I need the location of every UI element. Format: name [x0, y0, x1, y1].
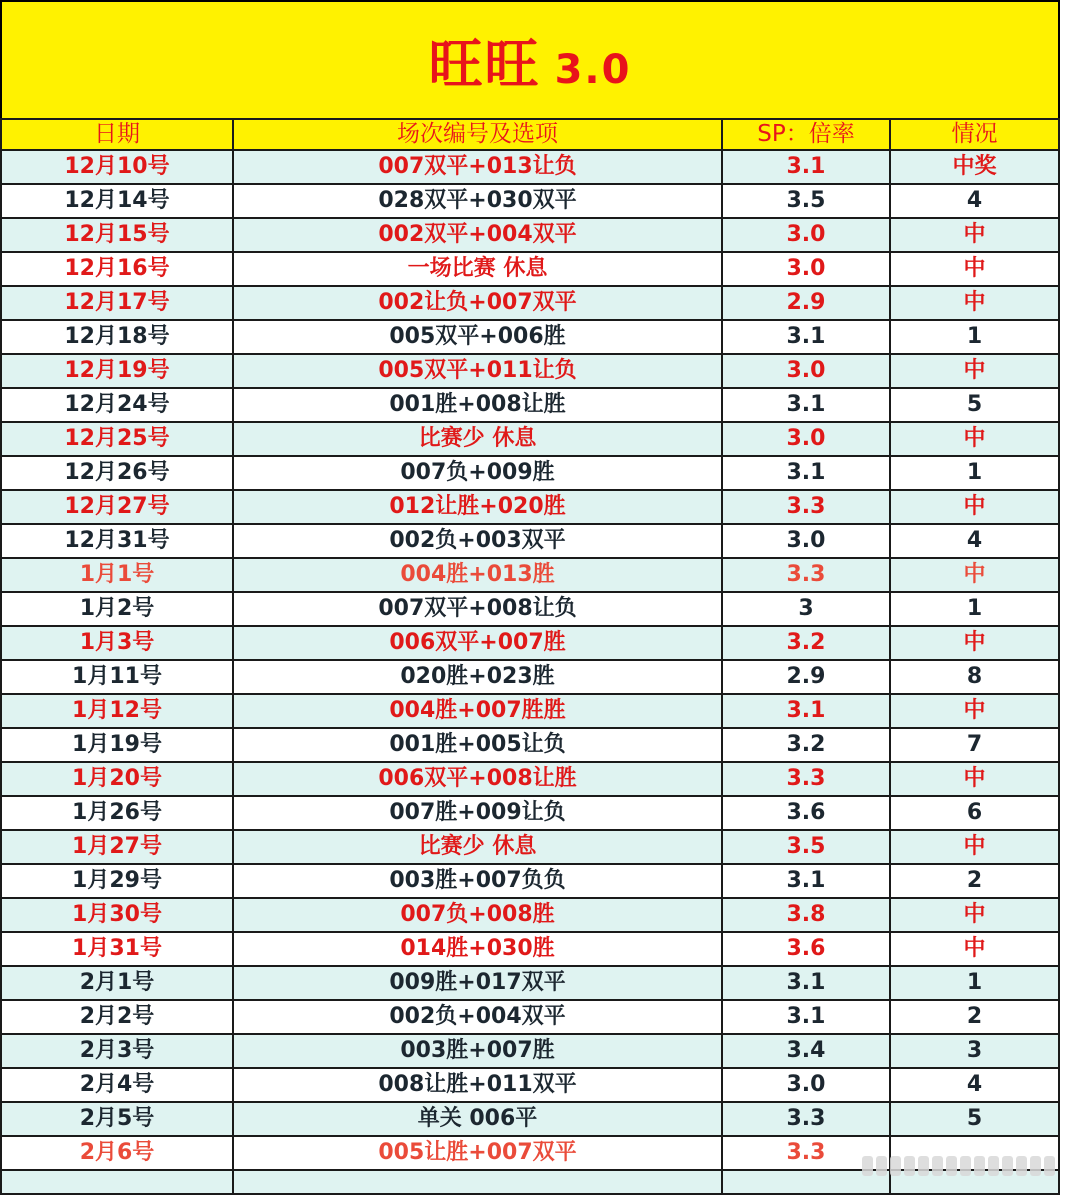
- cell-pick: 比赛少 休息: [233, 422, 722, 456]
- header-sp: SP：倍率: [722, 119, 890, 150]
- header-result: 情况: [890, 119, 1059, 150]
- cell-sp: 3.6: [722, 796, 890, 830]
- cell-pick: 005双平+011让负: [233, 354, 722, 388]
- table-row: [1, 592, 1059, 626]
- watermark-glyph: [904, 1156, 915, 1176]
- table-row: [1, 320, 1059, 354]
- table-row: [1, 626, 1059, 660]
- cell-sp: 3.1: [722, 150, 890, 184]
- cell-date: 12月24号: [1, 388, 233, 422]
- table-row: [1, 490, 1059, 524]
- cell-result: 中: [890, 626, 1059, 660]
- cell-pick: 007负+009胜: [233, 456, 722, 490]
- cell-sp: 3.3: [722, 1102, 890, 1136]
- cell-sp: 3.5: [722, 184, 890, 218]
- cell-sp: 3.0: [722, 218, 890, 252]
- cell-date: 1月3号: [1, 626, 233, 660]
- title-version: 3.0: [554, 46, 632, 93]
- cell-date: 1月12号: [1, 694, 233, 728]
- cell-pick: 一场比赛 休息: [233, 252, 722, 286]
- cell-sp: 3.5: [722, 830, 890, 864]
- cell-sp: 3.2: [722, 626, 890, 660]
- cell-sp: 3.3: [722, 558, 890, 592]
- cell-pick: 002负+003双平: [233, 524, 722, 558]
- cell-pick: 007双平+008让负: [233, 592, 722, 626]
- table-row: [1, 150, 1059, 184]
- cell-pick: 005让胜+007双平: [233, 1136, 722, 1170]
- table-row: [1, 422, 1059, 456]
- cell-result: 1: [890, 592, 1059, 626]
- cell-pick: 001胜+008让胜: [233, 388, 722, 422]
- cell-pick: 028双平+030双平: [233, 184, 722, 218]
- cell-sp: 3.1: [722, 388, 890, 422]
- cell-result: 中: [890, 694, 1059, 728]
- cell-date: 1月20号: [1, 762, 233, 796]
- header-row: [1, 119, 1059, 150]
- table-row: [1, 184, 1059, 218]
- cell-sp: 3.3: [722, 762, 890, 796]
- page-title: [429, 22, 632, 99]
- table-row: [1, 1034, 1059, 1068]
- cell-date: 12月26号: [1, 456, 233, 490]
- cell-date: 12月18号: [1, 320, 233, 354]
- cell-date: 12月31号: [1, 524, 233, 558]
- cell-date: 12月19号: [1, 354, 233, 388]
- cell-result: 2: [890, 1000, 1059, 1034]
- cell-sp: 3.3: [722, 490, 890, 524]
- cell-sp: 2.9: [722, 660, 890, 694]
- watermark-glyph: [890, 1156, 901, 1176]
- cell-result: 4: [890, 184, 1059, 218]
- header-pick: 场次编号及选项: [233, 119, 722, 150]
- cell-pick: 003胜+007负负: [233, 864, 722, 898]
- cell-result: 中: [890, 422, 1059, 456]
- table-row: [1, 694, 1059, 728]
- cell-pick: 012让胜+020胜: [233, 490, 722, 524]
- table-row: [1, 932, 1059, 966]
- table-row: [1, 1000, 1059, 1034]
- cell-sp: 3.1: [722, 966, 890, 1000]
- cell-pick: 020胜+023胜: [233, 660, 722, 694]
- header-date: 日期: [1, 119, 233, 150]
- cell-result: 8: [890, 660, 1059, 694]
- cell-date: 1月31号: [1, 932, 233, 966]
- cell-pick: 008让胜+011双平: [233, 1068, 722, 1102]
- cell-pick: 006双平+007胜: [233, 626, 722, 660]
- table-row: [1, 286, 1059, 320]
- cell-date: 2月1号: [1, 966, 233, 1000]
- table-row: [1, 728, 1059, 762]
- cell-date: 1月2号: [1, 592, 233, 626]
- empty-cell: [233, 1170, 722, 1194]
- watermark: [862, 1154, 1072, 1178]
- cell-date: 12月15号: [1, 218, 233, 252]
- table-row: [1, 660, 1059, 694]
- table-row: [1, 252, 1059, 286]
- watermark-glyph: [876, 1156, 887, 1176]
- cell-sp: 3.0: [722, 422, 890, 456]
- cell-date: 12月14号: [1, 184, 233, 218]
- cell-sp: 3.0: [722, 524, 890, 558]
- cell-result: 中: [890, 252, 1059, 286]
- title-name: 旺旺: [428, 32, 541, 96]
- cell-result: 中: [890, 898, 1059, 932]
- cell-sp: 3.0: [722, 354, 890, 388]
- cell-sp: 3.3: [722, 1136, 890, 1170]
- cell-result: 中奖: [890, 150, 1059, 184]
- cell-date: 12月10号: [1, 150, 233, 184]
- cell-sp: 3.1: [722, 456, 890, 490]
- cell-date: 1月27号: [1, 830, 233, 864]
- cell-sp: 3.6: [722, 932, 890, 966]
- table-row: [1, 524, 1059, 558]
- cell-pick: 005双平+006胜: [233, 320, 722, 354]
- cell-result: 2: [890, 864, 1059, 898]
- cell-date: 2月3号: [1, 1034, 233, 1068]
- cell-pick: 002让负+007双平: [233, 286, 722, 320]
- watermark-glyph: [946, 1156, 957, 1176]
- watermark-glyph: [1002, 1156, 1013, 1176]
- cell-pick: 004胜+007胜胜: [233, 694, 722, 728]
- title-banner: [0, 0, 1060, 120]
- cell-date: 1月26号: [1, 796, 233, 830]
- cell-pick: 001胜+005让负: [233, 728, 722, 762]
- cell-sp: 3.1: [722, 864, 890, 898]
- table-row: [1, 1068, 1059, 1102]
- betting-table: [0, 118, 1060, 1195]
- cell-result: 4: [890, 524, 1059, 558]
- cell-sp: 3: [722, 592, 890, 626]
- cell-date: 1月11号: [1, 660, 233, 694]
- table-row: [1, 558, 1059, 592]
- table-row: [1, 796, 1059, 830]
- cell-result: 1: [890, 456, 1059, 490]
- cell-result: 1: [890, 966, 1059, 1000]
- cell-pick: 002负+004双平: [233, 1000, 722, 1034]
- cell-result: 中: [890, 218, 1059, 252]
- table-row: [1, 898, 1059, 932]
- cell-sp: 3.4: [722, 1034, 890, 1068]
- watermark-glyph: [862, 1156, 873, 1176]
- cell-pick: 007胜+009让负: [233, 796, 722, 830]
- cell-date: 12月16号: [1, 252, 233, 286]
- cell-sp: 3.2: [722, 728, 890, 762]
- cell-result: 1: [890, 320, 1059, 354]
- cell-date: 1月1号: [1, 558, 233, 592]
- cell-pick: 007负+008胜: [233, 898, 722, 932]
- cell-result: 5: [890, 1102, 1059, 1136]
- table-row: [1, 966, 1059, 1000]
- cell-result: 3: [890, 1034, 1059, 1068]
- table-row: [1, 388, 1059, 422]
- cell-sp: 3.0: [722, 1068, 890, 1102]
- watermark-glyph: [918, 1156, 929, 1176]
- cell-pick: 004胜+013胜: [233, 558, 722, 592]
- table-row: [1, 354, 1059, 388]
- cell-pick: 单关 006平: [233, 1102, 722, 1136]
- cell-date: 12月17号: [1, 286, 233, 320]
- cell-result: 中: [890, 286, 1059, 320]
- cell-result: 中: [890, 558, 1059, 592]
- cell-pick: 003胜+007胜: [233, 1034, 722, 1068]
- cell-sp: 3.0: [722, 252, 890, 286]
- cell-sp: 2.9: [722, 286, 890, 320]
- table-row: [1, 762, 1059, 796]
- table-row: [1, 456, 1059, 490]
- cell-pick: 009胜+017双平: [233, 966, 722, 1000]
- watermark-glyph: [1044, 1156, 1055, 1176]
- table-row: [1, 1102, 1059, 1136]
- cell-sp: 3.1: [722, 1000, 890, 1034]
- table-row: [1, 864, 1059, 898]
- cell-result: 中: [890, 932, 1059, 966]
- table-row: [1, 830, 1059, 864]
- cell-pick: 014胜+030胜: [233, 932, 722, 966]
- watermark-glyph: [1030, 1156, 1041, 1176]
- cell-result: 中: [890, 354, 1059, 388]
- cell-date: 12月25号: [1, 422, 233, 456]
- cell-date: 12月27号: [1, 490, 233, 524]
- cell-result: 5: [890, 388, 1059, 422]
- cell-result: 7: [890, 728, 1059, 762]
- watermark-glyph: [932, 1156, 943, 1176]
- cell-sp: 3.8: [722, 898, 890, 932]
- empty-cell: [1, 1170, 233, 1194]
- cell-date: 2月2号: [1, 1000, 233, 1034]
- cell-date: 1月19号: [1, 728, 233, 762]
- cell-pick: 006双平+008让胜: [233, 762, 722, 796]
- watermark-glyph: [960, 1156, 971, 1176]
- watermark-glyph: [1016, 1156, 1027, 1176]
- cell-sp: 3.1: [722, 694, 890, 728]
- cell-sp: 3.1: [722, 320, 890, 354]
- cell-date: 2月5号: [1, 1102, 233, 1136]
- cell-result: 6: [890, 796, 1059, 830]
- watermark-glyph: [974, 1156, 985, 1176]
- cell-date: 1月30号: [1, 898, 233, 932]
- cell-result: 中: [890, 830, 1059, 864]
- cell-pick: 002双平+004双平: [233, 218, 722, 252]
- cell-pick: 比赛少 休息: [233, 830, 722, 864]
- cell-date: 2月6号: [1, 1136, 233, 1170]
- cell-pick: 007双平+013让负: [233, 150, 722, 184]
- cell-result: 4: [890, 1068, 1059, 1102]
- cell-date: 1月29号: [1, 864, 233, 898]
- watermark-glyph: [988, 1156, 999, 1176]
- cell-date: 2月4号: [1, 1068, 233, 1102]
- cell-result: 中: [890, 490, 1059, 524]
- table-row: [1, 218, 1059, 252]
- cell-result: 中: [890, 762, 1059, 796]
